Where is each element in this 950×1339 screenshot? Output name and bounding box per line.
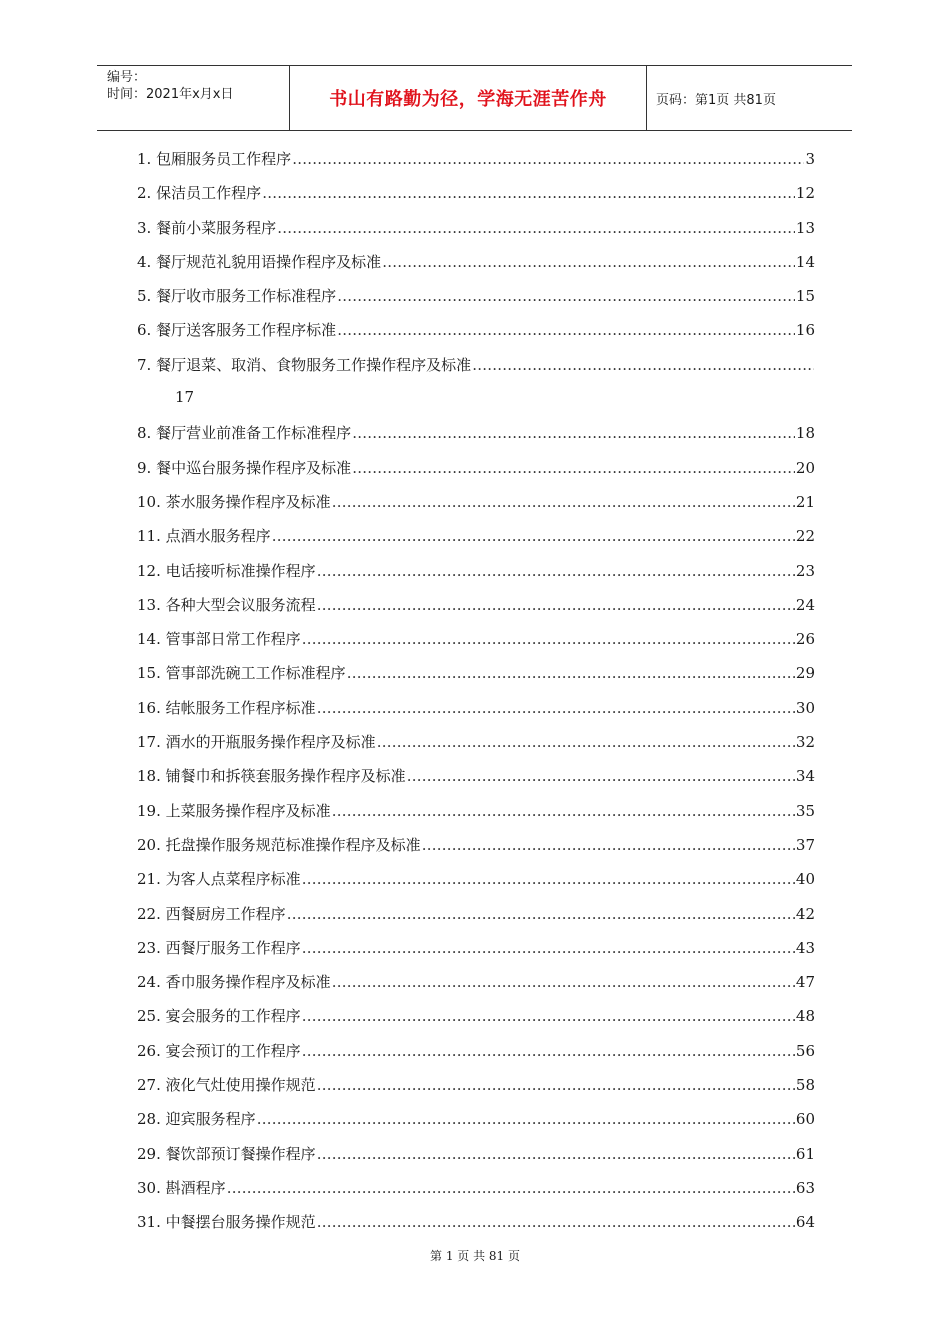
toc-leader-dots bbox=[302, 630, 795, 648]
toc-entry-title: 15. 管事部洗碗工工作标准程序 bbox=[137, 664, 346, 683]
toc-entry-title: 12. 电话接听标准操作程序 bbox=[137, 561, 316, 580]
toc-entry[interactable] bbox=[137, 834, 815, 868]
toc-entry-page: 22 bbox=[795, 527, 815, 546]
toc-entry[interactable] bbox=[137, 971, 815, 1005]
toc-entry-title: 26. 宴会预订的工作程序 bbox=[137, 1041, 301, 1060]
toc-entry-title: 29. 餐饮部预订餐操作程序 bbox=[137, 1144, 316, 1163]
toc-entry-title: 18. 铺餐巾和拆筷套服务操作程序及标准 bbox=[137, 767, 406, 786]
document-number-label: 编号： bbox=[107, 70, 147, 85]
toc-entry-title: 8. 餐厅营业前准备工作标准程序 bbox=[137, 424, 352, 443]
toc-entry[interactable] bbox=[137, 251, 815, 285]
page-footer: 第 1 页 共 81 页 bbox=[430, 1249, 520, 1263]
toc-entry-page: 47 bbox=[795, 973, 815, 992]
header-page-info: 页码：第1页 共81页 bbox=[656, 92, 776, 108]
toc-entry-page: 64 bbox=[795, 1213, 815, 1232]
toc-leader-dots bbox=[352, 459, 795, 477]
toc-entry-title: 19. 上菜服务操作程序及标准 bbox=[137, 801, 331, 820]
toc-leader-dots bbox=[262, 184, 795, 202]
toc-leader-dots bbox=[302, 939, 795, 957]
toc-leader-dots bbox=[227, 1179, 795, 1197]
toc-entry-title: 21. 为客人点菜程序标准 bbox=[137, 870, 301, 889]
toc-entry[interactable] bbox=[137, 800, 815, 834]
toc-leader-dots bbox=[352, 424, 795, 442]
toc-entry[interactable] bbox=[137, 491, 815, 525]
toc-entry-page: 29 bbox=[795, 664, 815, 683]
toc-leader-dots bbox=[317, 562, 795, 580]
toc-entry[interactable] bbox=[137, 594, 815, 628]
toc-entry[interactable] bbox=[137, 868, 815, 902]
toc-entry[interactable] bbox=[137, 319, 815, 353]
toc-entry[interactable] bbox=[137, 1177, 815, 1211]
toc-entry-page: 20 bbox=[795, 458, 815, 477]
toc-entry[interactable] bbox=[137, 1108, 815, 1142]
toc-leader-dots bbox=[257, 1110, 795, 1128]
toc-entry[interactable] bbox=[137, 560, 815, 594]
toc-entry[interactable] bbox=[137, 903, 815, 937]
toc-entry-title: 10. 茶水服务操作程序及标准 bbox=[137, 492, 331, 511]
toc-leader-dots bbox=[287, 905, 795, 923]
toc-entry-title: 20. 托盘操作服务规范标准操作程序及标准 bbox=[137, 835, 421, 854]
toc-leader-dots bbox=[317, 1213, 795, 1231]
toc-entry-page-continuation: 17 bbox=[175, 388, 195, 407]
toc-entry-page: 18 bbox=[795, 424, 815, 443]
toc-entry-title: 25. 宴会服务的工作程序 bbox=[137, 1007, 301, 1026]
toc-entry-title: 2. 保洁员工作程序 bbox=[137, 184, 262, 203]
toc-leader-dots bbox=[302, 870, 795, 888]
toc-entry[interactable] bbox=[137, 697, 815, 731]
toc-entry-page: 61 bbox=[795, 1144, 815, 1163]
toc-entry-page: 23 bbox=[795, 561, 815, 580]
toc-entry[interactable] bbox=[137, 422, 815, 456]
toc-entry-title: 31. 中餐摆台服务操作规范 bbox=[137, 1213, 316, 1232]
toc-entry-page: 37 bbox=[795, 835, 815, 854]
toc-leader-dots bbox=[272, 527, 795, 545]
toc-leader-dots bbox=[277, 219, 795, 237]
toc-entry-title: 1. 包厢服务员工作程序 bbox=[137, 150, 292, 168]
toc-entry-title: 30. 斟酒程序 bbox=[137, 1178, 226, 1197]
toc-leader-dots bbox=[347, 664, 795, 682]
toc-entry-page: 40 bbox=[795, 870, 815, 889]
toc-entry[interactable] bbox=[137, 731, 815, 765]
toc-entry-page: 15 bbox=[795, 287, 815, 306]
toc-leader-dots bbox=[337, 321, 795, 339]
toc-entry[interactable] bbox=[137, 182, 815, 216]
toc-leader-dots bbox=[317, 596, 795, 614]
toc-entry-title: 13. 各种大型会议服务流程 bbox=[137, 595, 316, 614]
toc-entry-title: 16. 结帐服务工作程序标准 bbox=[137, 698, 316, 717]
header-meta bbox=[97, 66, 290, 130]
toc-leader-dots bbox=[302, 1007, 795, 1025]
toc-entry-page: 16 bbox=[795, 321, 815, 340]
document-time: 时间：2021年x月x日 bbox=[107, 87, 234, 102]
toc-entry-page: 56 bbox=[795, 1041, 815, 1060]
toc-entry-title: 24. 香巾服务操作程序及标准 bbox=[137, 973, 331, 992]
toc-entry-page: 12 bbox=[795, 184, 815, 203]
toc-entry-title: 17. 酒水的开瓶服务操作程序及标准 bbox=[137, 733, 376, 752]
table-of-contents bbox=[137, 148, 815, 1246]
toc-leader-dots bbox=[472, 356, 814, 374]
toc-entry[interactable] bbox=[137, 1040, 815, 1074]
toc-entry-page: 3 bbox=[805, 150, 815, 168]
toc-entry-page: 34 bbox=[795, 767, 815, 786]
toc-entry-title: 27. 液化气灶使用操作规范 bbox=[137, 1076, 316, 1095]
toc-entry-page: 30 bbox=[795, 698, 815, 717]
toc-entry-title: 3. 餐前小菜服务程序 bbox=[137, 218, 277, 237]
toc-leader-dots bbox=[332, 802, 795, 820]
toc-leader-dots bbox=[332, 493, 795, 511]
toc-entry-title: 9. 餐中巡台服务操作程序及标准 bbox=[137, 458, 352, 477]
toc-leader-dots bbox=[332, 973, 795, 991]
toc-entry-page: 13 bbox=[795, 218, 815, 237]
toc-entry[interactable] bbox=[137, 937, 815, 971]
toc-leader-dots bbox=[317, 1145, 795, 1163]
toc-leader-dots bbox=[337, 287, 795, 305]
toc-entry-title: 23. 西餐厅服务工作程序 bbox=[137, 938, 301, 957]
header-motto: 书山有路勤为径，学海无涯苦作舟 bbox=[290, 66, 647, 130]
toc-entry-page: 14 bbox=[795, 252, 815, 271]
toc-entry[interactable] bbox=[137, 1074, 815, 1108]
toc-entry[interactable] bbox=[137, 525, 815, 559]
toc-entry-page: 32 bbox=[795, 733, 815, 752]
toc-entry[interactable] bbox=[137, 457, 815, 491]
toc-entry-title: 4. 餐厅规范礼貌用语操作程序及标准 bbox=[137, 252, 382, 271]
toc-entry-title: 22. 西餐厨房工作程序 bbox=[137, 904, 286, 923]
toc-entry-title: 28. 迎宾服务程序 bbox=[137, 1110, 256, 1129]
toc-leader-dots bbox=[317, 1076, 795, 1094]
toc-leader-dots bbox=[422, 836, 795, 854]
toc-entry[interactable] bbox=[137, 765, 815, 799]
toc-entry-page: 63 bbox=[795, 1178, 815, 1197]
toc-entry-title: 11. 点酒水服务程序 bbox=[137, 527, 271, 546]
toc-entry[interactable] bbox=[137, 217, 815, 251]
toc-entry-page: 43 bbox=[795, 938, 815, 957]
toc-entry-page: 58 bbox=[795, 1076, 815, 1095]
toc-entry[interactable] bbox=[137, 1143, 815, 1177]
page-header bbox=[97, 65, 852, 131]
toc-leader-dots bbox=[382, 253, 795, 271]
toc-entry[interactable] bbox=[137, 285, 815, 319]
toc-entry-page: 48 bbox=[795, 1007, 815, 1026]
toc-entry-title: 14. 管事部日常工作程序 bbox=[137, 630, 301, 649]
toc-entry-page: 42 bbox=[795, 904, 815, 923]
toc-entry-page: 35 bbox=[795, 801, 815, 820]
toc-entry[interactable] bbox=[137, 662, 815, 696]
toc-entry-title: 6. 餐厅送客服务工作程序标准 bbox=[137, 321, 337, 340]
toc-entry[interactable] bbox=[137, 1211, 815, 1245]
toc-entry-title: 7. 餐厅退菜、取消、食物服务工作操作程序及标准 bbox=[137, 355, 472, 374]
toc-entry[interactable] bbox=[137, 148, 815, 182]
toc-leader-dots bbox=[377, 733, 795, 751]
toc-leader-dots bbox=[317, 699, 795, 717]
toc-entry[interactable] bbox=[137, 1005, 815, 1039]
toc-entry-page: 21 bbox=[795, 492, 815, 511]
toc-entry-page: 24 bbox=[795, 595, 815, 614]
toc-entry-page: 60 bbox=[795, 1110, 815, 1129]
toc-leader-dots bbox=[407, 767, 795, 785]
toc-entry[interactable] bbox=[137, 354, 815, 388]
toc-entry[interactable] bbox=[137, 628, 815, 662]
toc-entry-page: 26 bbox=[795, 630, 815, 649]
toc-entry-title: 5. 餐厅收市服务工作标准程序 bbox=[137, 287, 337, 306]
toc-leader-dots bbox=[292, 150, 804, 168]
toc-leader-dots bbox=[302, 1042, 795, 1060]
